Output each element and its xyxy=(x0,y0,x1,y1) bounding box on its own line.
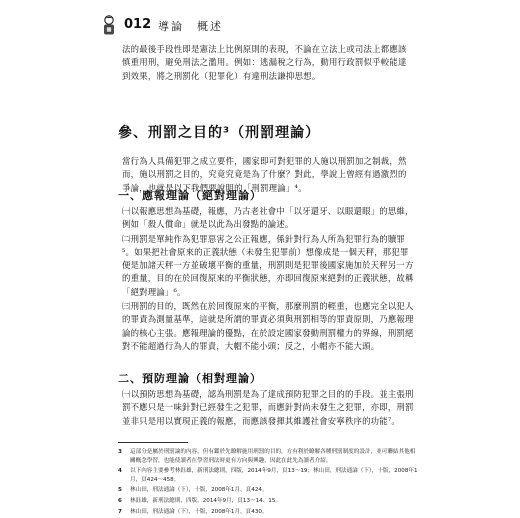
footnote-text: 林山田，刑法通論（下），十版，2008年1月，頁430。 xyxy=(130,508,268,515)
subsection-title-retribution: 一、應報理論（絕對理論） xyxy=(118,189,262,202)
section-title: 參、刑罰之目的³（刑罰理論） xyxy=(118,125,321,141)
list-item xyxy=(122,388,414,428)
footnote-text: 以下內容主要參考林鈺雄，新刑法總則，四版，2014年9月，頁13～19；林山田，刑法通論（下），十版，2008年1月，頁424～458。 xyxy=(130,468,418,483)
item-marker: ㈠ xyxy=(122,206,131,216)
item-text: 刑罰是單純作為犯罪惡害之公正報應，係針對行為人所為犯罪行為的贖罪⁵。如果把社會原來的正義狀態（未發生犯罪前）想像成是一個天秤，那犯罪便是加諸天秤一方並破壞平衡的重量，刑罰則是犯罪後國家施加於天秤另一方的重量，目的在於回復原來的平衡狀態，亦即回復原來絕對的正義狀態，故稱「絕對理論」⁶。 xyxy=(122,233,414,297)
reader-figure-icon xyxy=(100,14,118,36)
retribution-list xyxy=(122,205,414,354)
intro-paragraph: 法的最後手段性即是憲法上比例原則的表現，不論在立法上或司法上都應該慎重用刑，避免刑法之濫用。例如：逃漏稅之行為，動用行政罰似乎較能達到效果，將之刑罰化（犯罪化）有違刑法謙抑思想。 xyxy=(122,44,407,81)
footnote-number: 3 xyxy=(118,449,122,455)
list-item xyxy=(122,205,414,232)
footnote xyxy=(118,448,418,465)
page-number: 012 xyxy=(124,17,152,32)
footnote-number: 4 xyxy=(118,468,122,475)
item-marker: ㈡ xyxy=(122,233,131,244)
item-text: 刑罰的目的，既然在於回復原來的平衡，那麼刑罰的輕重，也應完全以犯人的罪責為測量基準，這就是所謂的罪責必須與刑罰相等的罪責原則，乃應報理論的核心主張。應報理論的優點，在於設定國家發動刑罰權力的界線，刑罰絕對不能超過行為人的罪責，大帽不能小頭；反之，小帽亦不能大頭。 xyxy=(122,301,414,351)
footnote xyxy=(118,497,418,506)
item-text: 以報應思想為基礎，報應，乃古老社會中「以牙還牙、以眼還眼」的思維，例如「殺人償命」就是以此為出發點的論述。 xyxy=(122,206,414,230)
footnote-number: 5 xyxy=(118,487,122,494)
footnote-text: 林山田，刑法通論（下），十版，2008年1月，頁424。 xyxy=(130,487,268,494)
item-text: 以預防思想為基礎，認為刑罰是為了達成預防犯罪之目的的手段。並主張刑罰不應只是一味針對已經發生之犯罪，而應針對尚未發生之犯罪，亦即，刑罰並非只是用以實現正義的報應，而應該發揮其維護社會安寧秩序的功能⁷。 xyxy=(122,389,414,426)
footnote xyxy=(118,508,418,517)
footnote-text: 林鈺雄，新刑法總則，四版，2014年9月，頁13～14、15。 xyxy=(130,497,282,504)
footnote-text: 這部分是屬於刑罰論的內容，但有鑑於先瞭解施用刑罰的目的，方有利於瞭解各種刑罰制度的設計，並可聯結其他相關概念學習，也能使讀者在學習刑法時更有方向與興趣，因此在此先為讀者介紹。 xyxy=(130,449,416,464)
footnote-number: 7 xyxy=(118,508,122,515)
page-header xyxy=(100,12,430,38)
footnote xyxy=(118,467,418,484)
item-marker: ㈢ xyxy=(122,301,131,312)
footnotes xyxy=(118,448,418,518)
footnote-divider xyxy=(118,442,188,443)
section-paragraph: 當行為人具備犯罪之成立要件，國家即可對犯罪的人施以刑罰加之制裁，然而，施以刑罰之目的，究竟究竟是為了什麼？對此，學說上曾經有過激烈的爭論，也就是以下我們要說明的「刑罰理論」⁴。 xyxy=(122,156,407,193)
footnote-number: 6 xyxy=(118,497,122,504)
list-item xyxy=(122,233,414,299)
prevention-list xyxy=(122,388,414,429)
chapter-title: 導論 概述 xyxy=(158,20,223,33)
footnote xyxy=(118,486,418,495)
subsection-title-prevention: 二、預防理論（相對理論） xyxy=(118,372,262,385)
item-marker: ㈠ xyxy=(122,389,131,399)
list-item xyxy=(122,300,414,353)
